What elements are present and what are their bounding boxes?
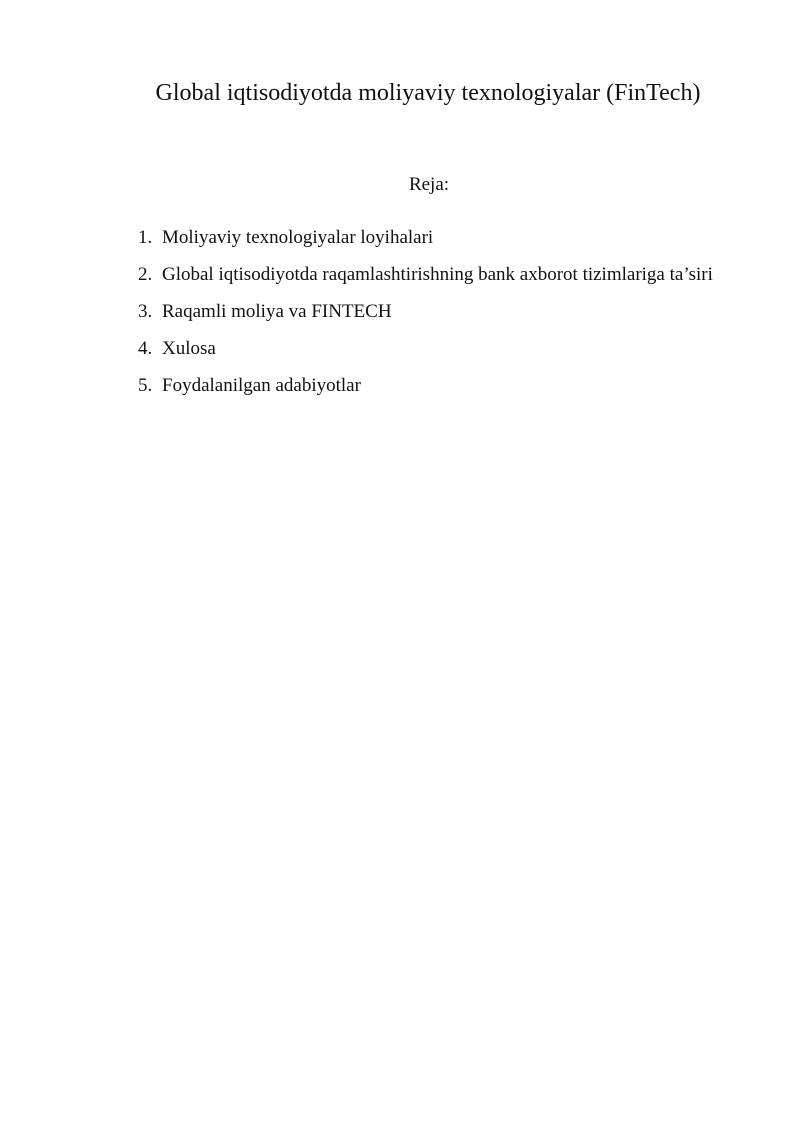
list-item-number: 2. [138,264,153,285]
list-item-number: 4. [138,338,153,359]
list-item [138,367,742,404]
list-item [138,330,742,367]
plan-heading: Reja: [408,174,450,195]
list-item-number: 1. [138,227,153,248]
list-item [138,293,742,330]
list-item-number: 3. [138,301,153,322]
list-item-number: 5. [138,375,153,396]
list-item-text: Moliyaviy texnologiyalar loyihalari [162,227,434,248]
list-item [138,219,742,256]
list-item-text: Raqamli moliya va FINTECH [162,301,392,322]
list-item-text: Xulosa [162,338,216,359]
document-title: Global iqtisodiyotda moliyaviy texnologiyalar (FinTech) [155,80,701,106]
list-item [138,256,742,293]
list-item-text: Global iqtisodiyotda raqamlashtirishning bank axborot tizimlariga ta’siri [162,264,713,285]
plan-list [138,219,742,404]
list-item-text: Foydalanilgan adabiyotlar [162,375,361,396]
